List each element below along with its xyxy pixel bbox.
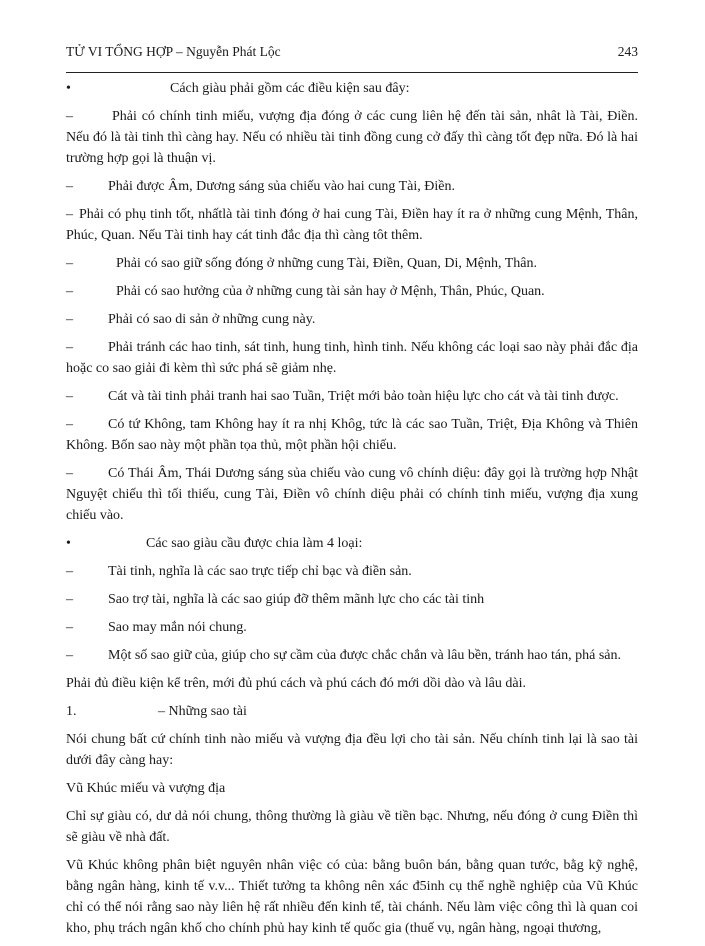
- dash-mark: –: [66, 340, 73, 355]
- paragraph: – Phải có sao di sản ở những cung này.: [66, 309, 638, 330]
- header-rule: [66, 72, 638, 73]
- section-heading: 1. – Những sao tài: [66, 701, 638, 722]
- paragraph: • Cách giàu phải gồm các điều kiện sau đây:: [66, 78, 638, 99]
- dash-mark: –: [66, 564, 73, 579]
- list-item: – Sao trợ tài, nghĩa là các sao giúp đỡ thêm mãnh lực cho các tài tinh: [66, 589, 638, 610]
- page-body: [66, 78, 638, 946]
- header-title: TỬ VI TỔNG HỢP – Nguyễn Phát Lộc: [66, 44, 281, 59]
- paragraph: – Phải có phụ tinh tốt, nhấtlà tài tinh đóng ở hai cung Tài, Điền hay ít ra ở những cung Mệnh, Thân, Phúc, Quan. Nếu Tài tinh hay cát tinh đắc địa thì càng tôt thêm.: [66, 204, 638, 246]
- dash-mark: –: [66, 648, 73, 663]
- list-item: – Sao may mắn nói chung.: [66, 617, 638, 638]
- paragraph: – Phải được Âm, Dương sáng sủa chiếu vào hai cung Tài, Điền.: [66, 176, 638, 197]
- dash-mark: –: [66, 256, 73, 271]
- dash-mark: –: [66, 620, 73, 635]
- bullet-mark: •: [66, 81, 71, 96]
- paragraph: – Phải có chính tinh miếu, vượng địa đóng ở các cung liên hệ đến tài sản, nhât là Tài, Điền. Nếu đó là tài tinh thì càng hay. Nếu có nhiều tài tinh đồng cung cở đấy thì càng tốt đẹp nữa. Đó là hai trường hợp gọi là thuận vị.: [66, 106, 638, 169]
- paragraph: • Các sao giàu cầu được chia làm 4 loại:: [66, 533, 638, 554]
- paragraph: – Có Thái Âm, Thái Dương sáng sủa chiếu vào cung vô chính diệu: đây gọi là trường hợp Nhật Nguyệt chiếu thì tối thiếu, cung Tài, Điền vô chính diệu phải có chính tinh miếu, vượng địa xung chiếu vào.: [66, 463, 638, 526]
- paragraph: – Phải có sao hưởng của ở những cung tài sản hay ở Mệnh, Thân, Phúc, Quan.: [66, 281, 638, 302]
- dash-mark: –: [66, 284, 73, 299]
- dash-mark: –: [66, 109, 73, 124]
- paragraph: – Phải có sao giữ sống đóng ở những cung Tài, Điền, Quan, Di, Mệnh, Thân.: [66, 253, 638, 274]
- paragraph: Chỉ sự giàu có, dư dả nói chung, thông thường là giàu về tiền bạc. Nhưng, nếu đóng ở cung Điền thì sẽ giàu về nhà đất.: [66, 809, 638, 845]
- dash-mark: –: [66, 207, 73, 222]
- list-item: – Tài tinh, nghĩa là các sao trực tiếp chỉ bạc và điền sản.: [66, 561, 638, 582]
- section-number: 1.: [66, 704, 77, 719]
- paragraph: Nói chung bất cứ chính tinh nào miếu và vượng địa đều lợi cho tài sản. Nếu chính tinh lại là sao tài dưới đây càng hay:: [66, 732, 638, 768]
- paragraph: Phải đủ điều kiện kể trên, mới đủ phú cách và phú cách đó mới dồi dào và lâu dài.: [66, 676, 526, 691]
- list-item: – Một số sao giữ của, giúp cho sự cầm của được chắc chắn và lâu bền, tránh hao tán, phá sản.: [66, 645, 638, 666]
- dash-mark: –: [66, 312, 73, 327]
- subheading: Vũ Khúc miếu và vượng địa: [66, 781, 226, 796]
- dash-mark: –: [66, 466, 73, 481]
- paragraph: – Có tứ Không, tam Không hay ít ra nhị Khôg, tức là các sao Tuần, Triệt, Địa Không và Thiên Không. Bốn sao này một phần tọa thủ, một phần hội chiếu.: [66, 414, 638, 456]
- paragraph: Vũ Khúc không phân biệt nguyên nhân việc có của: bằng buôn bán, bằng quan tước, bằg kỹ nghệ, bằng ngân hàng, kinh tế v.v... Thiết tưởng ta không nên xác đ5inh cụ thể nghề nghiệp của Vũ Khúc chỉ có thể nói rằng sao này liên hệ rất nhiều đến kinh tế, tài chánh. Nếu làm việc công thì là quan coi kho, phụ trách ngân khố cho chính phủ hay kinh tế quốc gia (thuế vụ, ngân hàng, ngoại thương,: [66, 858, 638, 936]
- dash-mark: –: [66, 417, 73, 432]
- dash-mark: –: [66, 592, 73, 607]
- dash-mark: –: [66, 179, 73, 194]
- bullet-mark: •: [66, 536, 71, 551]
- paragraph: – Phải tránh các hao tinh, sát tinh, hung tinh, hình tinh. Nếu không các loại sao này phải đắc địa hoặc co sao giải đi kèm thì sức phá sẽ giảm nhẹ.: [66, 337, 638, 379]
- dash-mark: –: [66, 389, 73, 404]
- paragraph: – Cát và tài tinh phải tranh hai sao Tuần, Triệt mới bảo toàn hiệu lực cho cát và tài tinh được.: [66, 386, 638, 407]
- running-header: [66, 44, 638, 64]
- page-number: 243: [617, 44, 638, 59]
